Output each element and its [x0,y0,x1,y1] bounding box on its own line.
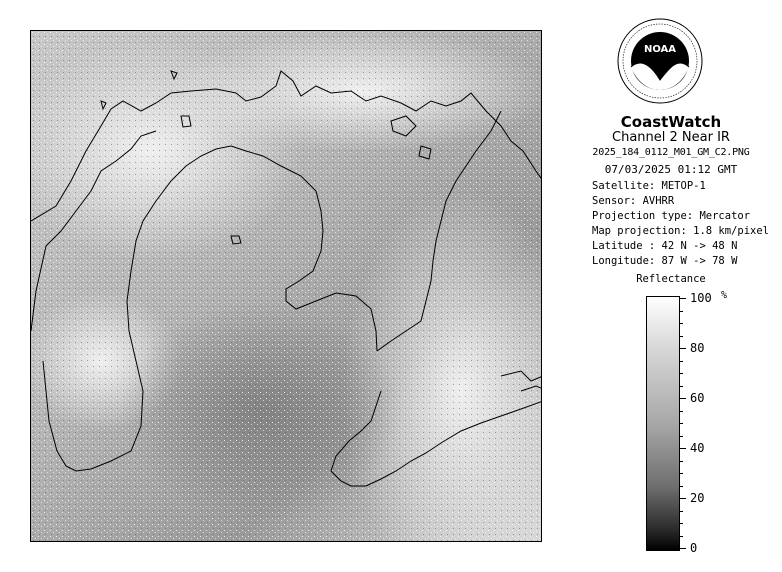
legend-minor-tick [680,361,683,362]
legend-minor-tick [680,336,683,337]
legend-minor-tick [680,373,683,374]
logo-text: NOAA [643,44,677,55]
noise-texture [31,31,542,542]
reflectance-color-bar [646,296,680,551]
legend-minor-tick [680,386,683,387]
legend-minor-tick [680,536,683,537]
legend-tick-label: 40 [690,441,705,455]
legend-minor-tick [680,411,683,412]
legend-tick-label: 60 [690,391,705,405]
product-title: CoastWatch [620,113,722,131]
legend-title: Reflectance [636,273,706,285]
legend-minor-tick [680,311,683,312]
legend-minor-tick [680,423,683,424]
legend-tick [680,398,686,399]
satellite-info: Satellite: METOP-1 [592,180,706,192]
acquisition-datetime: 07/03/2025 01:12 GMT [604,163,738,176]
legend-tick-label: 80 [690,341,705,355]
legend-unit: % [721,290,728,301]
longitude-range: Longitude: 87 W -> 78 W [592,255,738,267]
noaa-logo [617,18,703,104]
latitude-range: Latitude : 42 N -> 48 N [592,240,738,252]
coastline-overlay [31,31,542,542]
legend-minor-tick [680,323,683,324]
map-projection: Map projection: 1.8 km/pixel [592,225,770,237]
legend-minor-tick [680,511,683,512]
legend-tick [680,548,686,549]
projection-type: Projection type: Mercator [592,210,751,222]
file-name: 2025_184_0112_M01_GM_C2.PNG [592,147,750,158]
legend-tick-label: 20 [690,491,705,505]
sensor-info: Sensor: AVHRR [592,195,675,207]
legend-tick [680,448,686,449]
legend-minor-tick [680,486,683,487]
channel-name: Channel 2 Near IR [612,130,730,145]
legend-minor-tick [680,461,683,462]
satellite-map [30,30,542,542]
legend-tick [680,498,686,499]
legend-tick [680,348,686,349]
legend-minor-tick [680,436,683,437]
legend-tick-label: 0 [690,541,698,555]
legend-tick-label: 100 [690,291,712,305]
legend-minor-tick [680,473,683,474]
legend-tick [680,298,686,299]
legend-minor-tick [680,523,683,524]
